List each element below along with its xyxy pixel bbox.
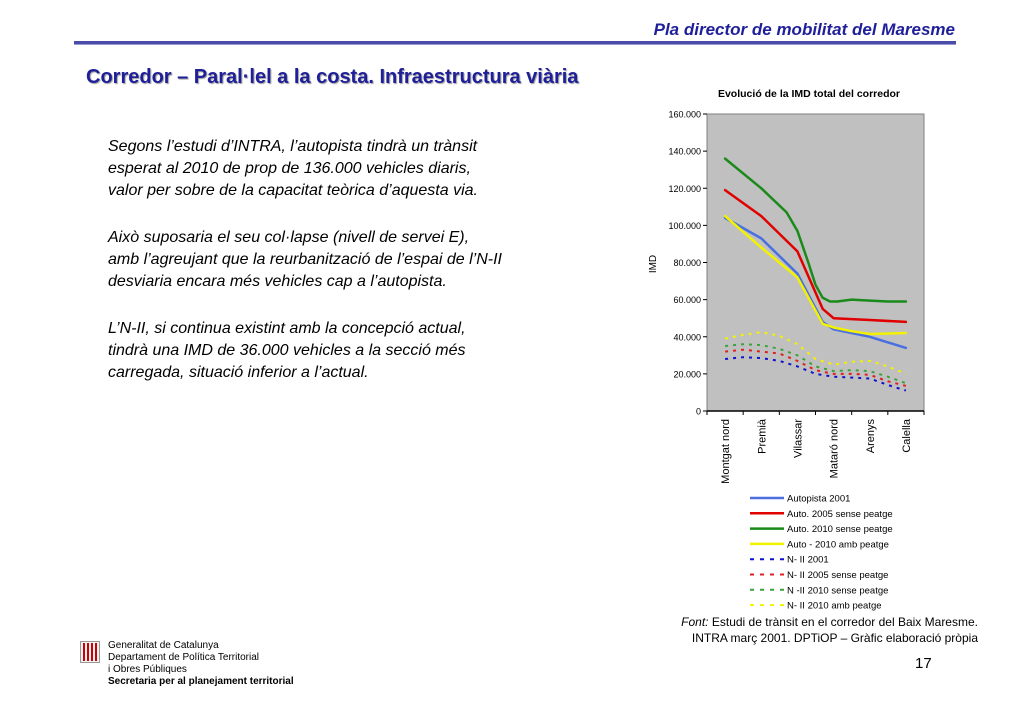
x-tick-label: Premià [756, 419, 769, 454]
y-tick-label: 80.000 [673, 258, 701, 268]
y-axis-label: IMD [648, 254, 659, 274]
y-tick-label: 0 [695, 406, 701, 417]
org-line: Departament de Política Territorial [108, 652, 259, 663]
source-note [558, 614, 978, 646]
legend-label: N- II 2005 sense peatge [787, 570, 889, 581]
slide-title: Corredor – Paral·lel a la costa. Infraestructura viària [86, 66, 579, 88]
y-tick-label: 120.000 [668, 183, 701, 194]
org-line: i Obres Públiques [108, 664, 187, 675]
org-unit: Secretaria per al planejament territorial [108, 676, 294, 687]
x-tick-label: Calella [900, 419, 913, 453]
source-line-2: INTRA març 2001. DPTiOP – Gràfic elaboració pròpia [691, 631, 978, 645]
generalitat-logo-icon [80, 641, 100, 663]
source-label: Font: [681, 615, 709, 629]
x-tick-label: Mataró nord [828, 419, 841, 479]
source-line-1: Estudi de trànsit en el corredor del Baix Maresme. [708, 615, 978, 629]
footer-organization [108, 640, 294, 688]
header-title: Pla director de mobilitat del Maresme [653, 20, 955, 39]
legend-label: N -II 2010 sense peatge [787, 585, 889, 597]
y-tick-label: 160.000 [668, 109, 701, 120]
plot-area [707, 114, 924, 411]
chart-title: Evolució de la IMD total del corredor [717, 88, 901, 100]
y-tick-label: 40.000 [673, 332, 701, 343]
y-tick-label: 60.000 [673, 295, 701, 306]
x-tick-label: Montgat nord [720, 419, 733, 484]
legend-label: Autopista 2001 [787, 493, 851, 505]
legend-label: N- II 2001 [787, 554, 829, 566]
y-tick-label: 100.000 [668, 220, 701, 231]
bullet-paragraph: Segons l’estudi d’INTRA, l’autopista tindrà un trànsit esperat al 2010 de prop de 136.000 vehicles diaris, valor per sobre de la capacitat teòrica d’aquesta via. [108, 138, 478, 199]
org-line: Generalitat de Catalunya [108, 640, 219, 651]
y-tick-label: 140.000 [668, 146, 701, 157]
legend-label: Auto. 2010 sense peatge [787, 524, 893, 536]
y-tick-label: 20.000 [673, 369, 701, 380]
legend-label: Auto. 2005 sense peatge [787, 508, 893, 520]
bullet-paragraph: L’N-II, si continua existint amb la concepció actual, tindrà una IMD de 36.000 vehicles a la secció més carregada, situació inferior a l’actual. [108, 320, 466, 381]
legend-label: N- II 2010 amb peatge [787, 600, 882, 612]
x-tick-label: Arenys [864, 419, 877, 454]
x-tick-label: Vilassar [792, 419, 805, 458]
page-number: 17 [915, 655, 932, 672]
legend-label: Auto - 2010 amb peatge [787, 539, 889, 551]
bullet-paragraph: Això suposaria el seu col·lapse (nivell de servei E), amb l’agreujant que la reurbanització de l’espai de l’N-II desviaria encara més vehicles cap a l’autopista. [108, 229, 502, 290]
